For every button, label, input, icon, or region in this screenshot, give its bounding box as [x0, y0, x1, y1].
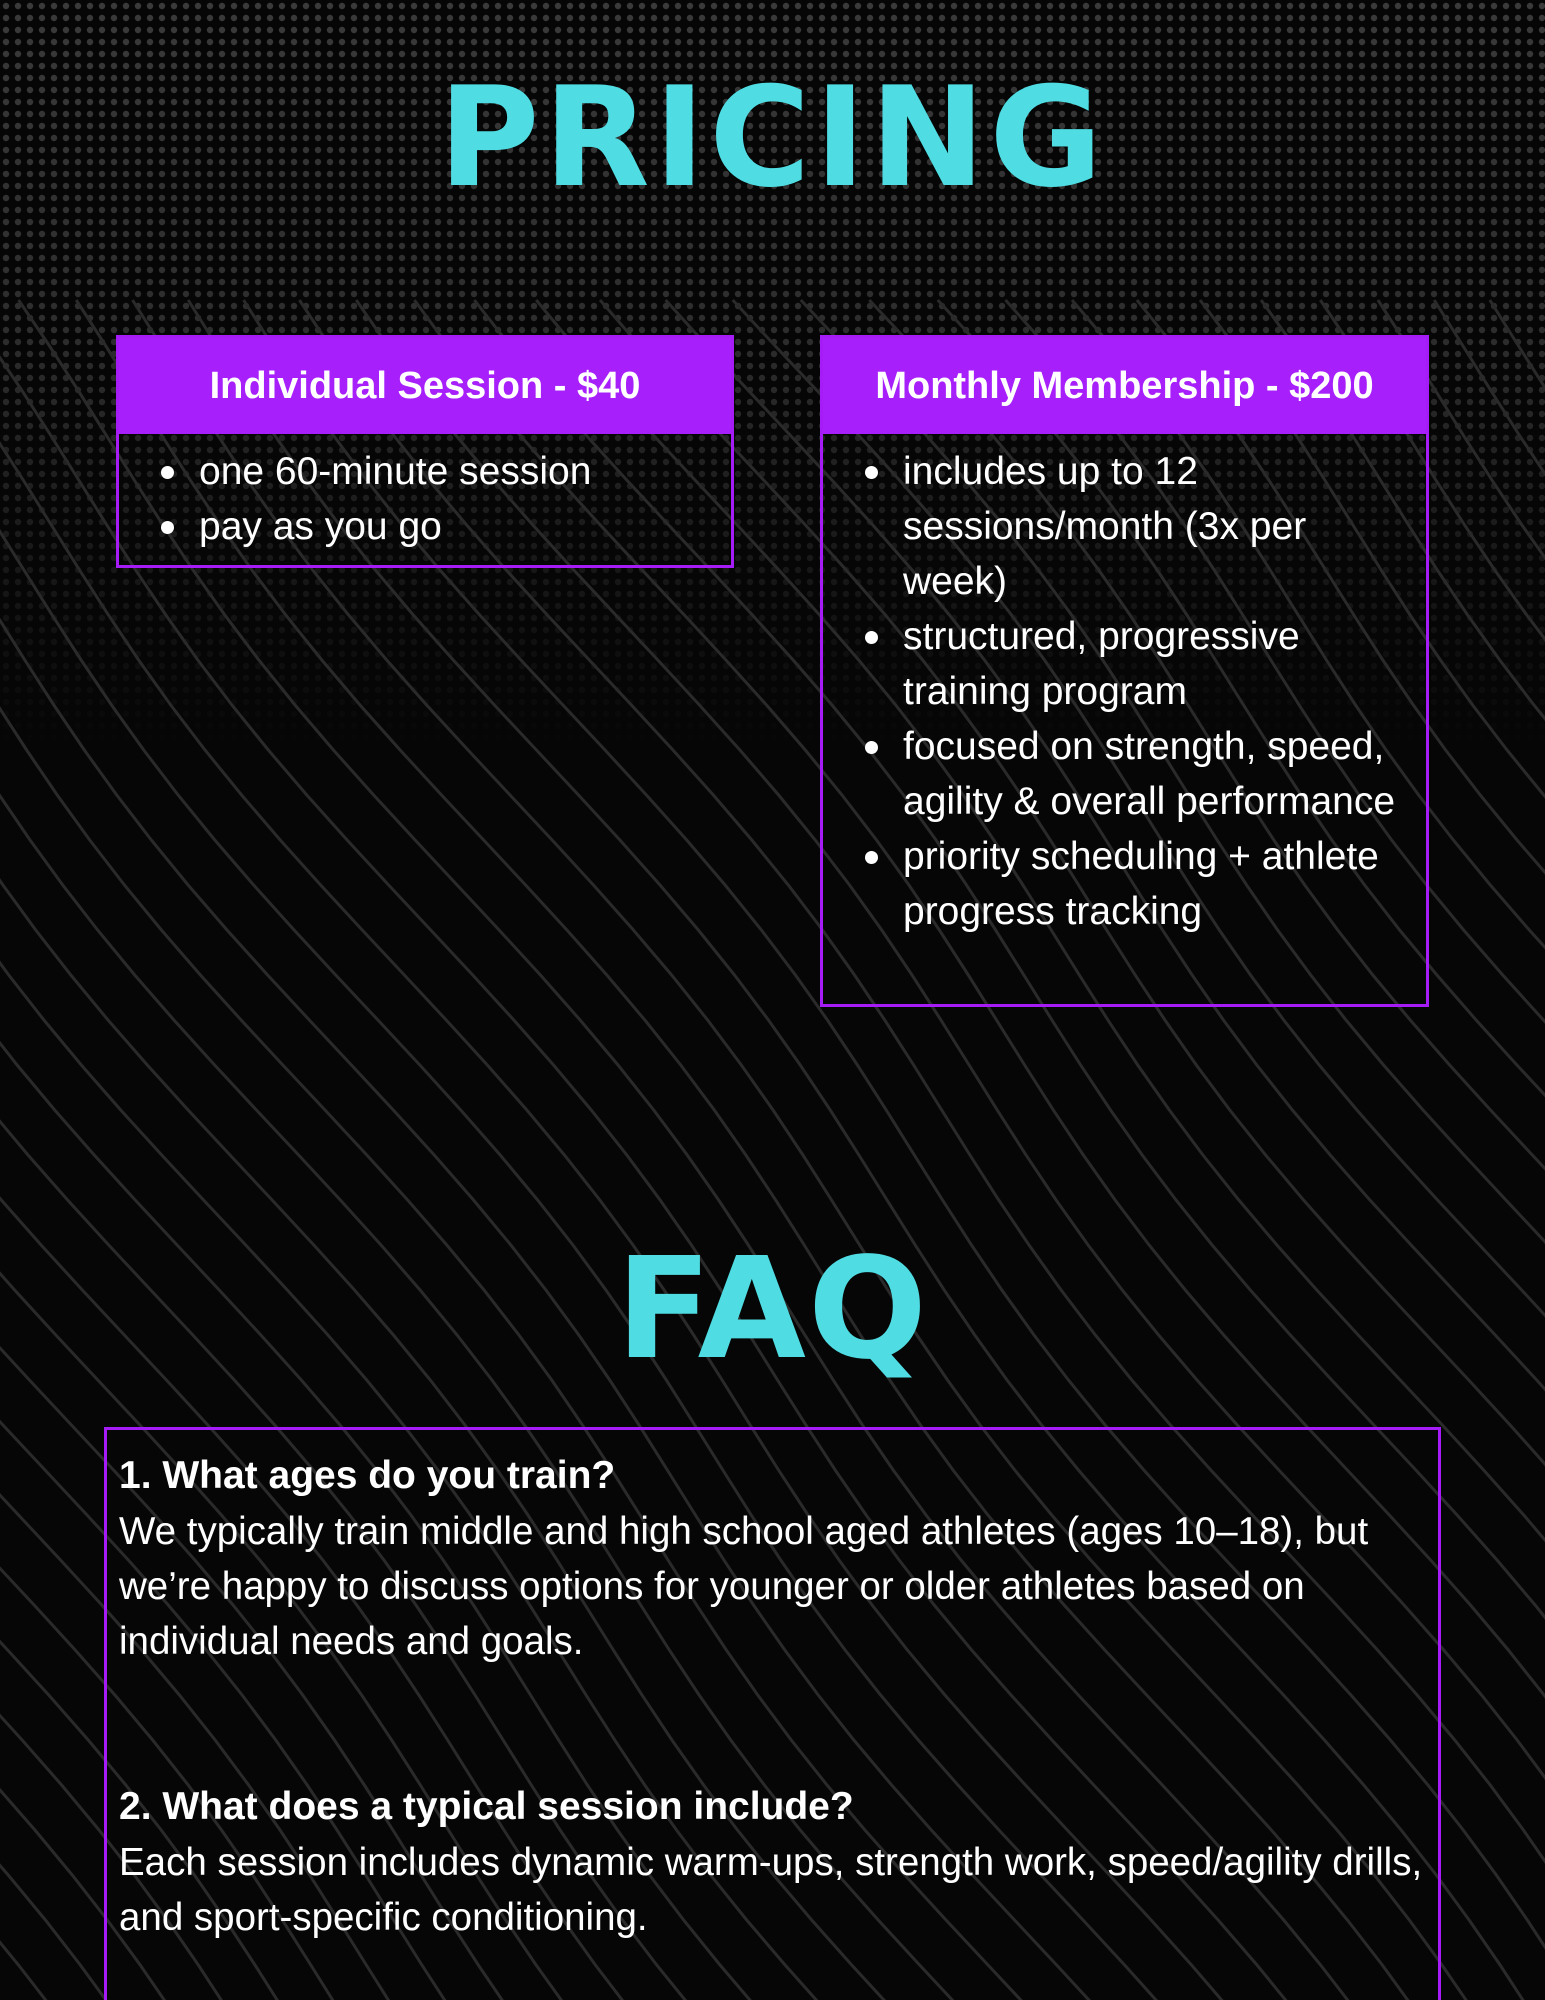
pricing-feature-item: one 60-minute session — [199, 444, 731, 499]
pricing-card-header: Individual Session - $40 — [119, 338, 731, 434]
faq-answer: Each session includes dynamic warm-ups, strength work, speed/agility drills, and sport-specific conditioning. — [119, 1841, 1423, 1939]
pricing-feature-item: pay as you go — [199, 499, 731, 554]
pricing-card-monthly — [820, 335, 1429, 1007]
faq-item — [119, 1448, 1428, 1669]
faq-question: 2. What does a typical session include? — [119, 1785, 854, 1828]
faq-answer: We typically train middle and high school aged athletes (ages 10–18), but we’re happy to discuss options for younger or older athletes based on individual needs and goals. — [119, 1510, 1369, 1663]
faq-item — [119, 1779, 1428, 1945]
pricing-card-header: Monthly Membership - $200 — [823, 338, 1426, 434]
faq-question: 1. What ages do you train? — [119, 1454, 616, 1497]
pricing-feature-list — [119, 434, 731, 554]
pricing-card-individual — [116, 335, 734, 568]
pricing-feature-item: priority scheduling + athlete progress tracking — [903, 829, 1416, 939]
pricing-feature-item: focused on strength, speed, agility & overall performance — [903, 719, 1416, 829]
pricing-feature-item: structured, progressive training program — [903, 609, 1416, 719]
faq-title: FAQ — [616, 1228, 929, 1391]
pricing-feature-list — [823, 434, 1426, 939]
pricing-feature-item: includes up to 12 sessions/month (3x per week) — [903, 444, 1416, 609]
pricing-title: PRICING — [438, 57, 1107, 218]
faq-box — [104, 1427, 1441, 2000]
